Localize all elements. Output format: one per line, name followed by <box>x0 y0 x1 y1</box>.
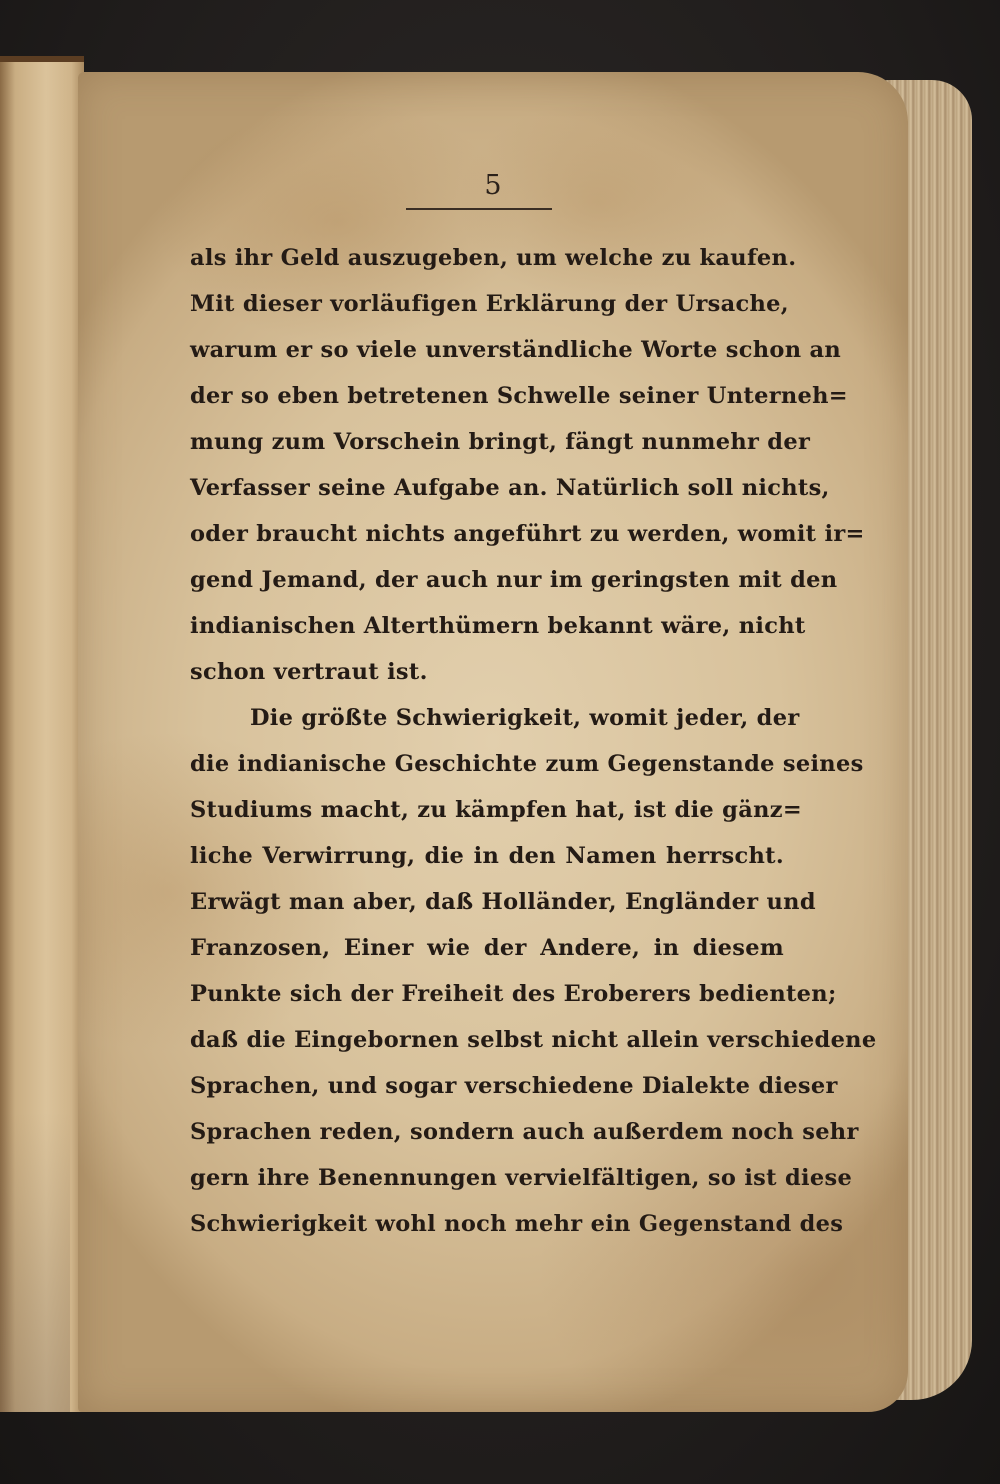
text-line: gern ihre Benennungen vervielfältigen, so ist diese <box>190 1165 853 1191</box>
text-line: der so eben betretenen Schwelle seiner Unterneh= <box>190 383 848 409</box>
text-line: Schwierigkeit wohl noch mehr ein Gegenstand des <box>190 1211 844 1237</box>
text-line: gend Jemand, der auch nur im geringsten mit den <box>190 567 838 593</box>
text-line: Sprachen reden, sondern auch außerdem noch sehr <box>190 1119 859 1145</box>
text-line: daß die Eingebornen selbst nicht allein verschiedene <box>190 1027 877 1053</box>
text-line: Mit dieser vorläufigen Erklärung der Ursache, <box>190 291 789 317</box>
text-line: Die größte Schwierigkeit, womit jeder, der <box>250 705 800 731</box>
text-line: Sprachen, und sogar verschiedene Dialekte dieser <box>190 1073 838 1099</box>
text-line: liche Verwirrung, die in den Namen herrscht. <box>190 843 784 869</box>
text-line: oder braucht nichts angeführt zu werden, womit ir= <box>190 521 865 547</box>
header-rule <box>406 208 552 210</box>
text-line: die indianische Geschichte zum Gegenstande seines <box>190 751 864 777</box>
text-line: Punkte sich der Freiheit des Eroberers bedienten; <box>190 981 837 1007</box>
text-line: Verfasser seine Aufgabe an. Natürlich soll nichts, <box>190 475 830 501</box>
book-page <box>78 72 908 1412</box>
text-line: indianischen Alterthümern bekannt wäre, nicht <box>190 613 806 639</box>
text-line: Erwägt man aber, daß Holländer, Engländer und <box>190 889 816 915</box>
text-line: schon vertraut ist. <box>190 659 428 685</box>
left-page-edge <box>0 56 84 1412</box>
text-line: Franzosen, Einer wie der Andere, in diesem <box>190 935 784 961</box>
text-line: Studiums macht, zu kämpfen hat, ist die gänz= <box>190 797 802 823</box>
text-line: als ihr Geld auszugeben, um welche zu kaufen. <box>190 245 797 271</box>
text-line: mung zum Vorschein bringt, fängt nunmehr der <box>190 429 811 455</box>
page-number: 5 <box>484 170 502 201</box>
text-line: warum er so viele unverständliche Worte schon an <box>190 337 842 363</box>
